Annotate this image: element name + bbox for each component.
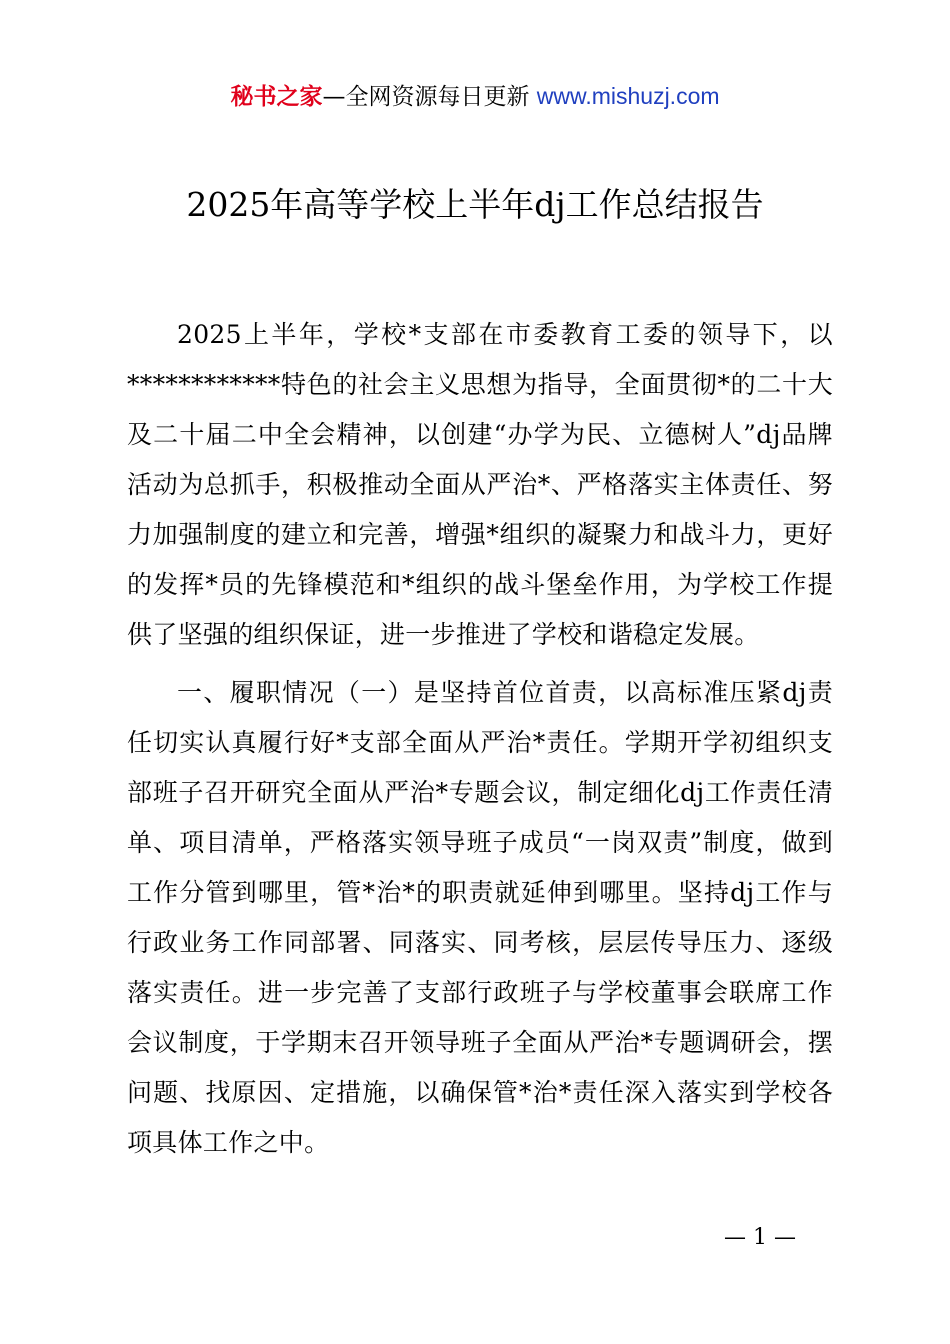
document-body — [127, 310, 833, 1176]
site-header — [0, 80, 950, 113]
intro-paragraph: 2025上半年，学校*支部在市委教育工委的领导下，以************特色的社会主义思想为指导，全面贯彻*的二十大及二十届二中全会精神，以创建“办学为民、立德树人”dj品牌活动为总抓手，积极推动全面从严治*、严格落实主体责任、努力加强制度的建立和完善，增强*组织的凝聚力和战斗力，更好的发挥*员的先锋模范和*组织的战斗堡垒作用，为学校工作提供了坚强的组织保证，进一步推进了学校和谐稳定发展。 — [127, 320, 833, 649]
brand-name: 秘书之家 — [230, 84, 323, 110]
site-url-link[interactable]: www.mishuzj.com — [536, 83, 720, 109]
document-title: 2025年高等学校上半年dj工作总结报告 — [186, 185, 764, 224]
section-one-paragraph: 一、履职情况（一）是坚持首位首责，以高标准压紧dj责任切实认真履行好*支部全面从严治*责任。学期开学初组织支部班子召开研究全面从严治*专题会议，制定细化dj工作责任清单、项目清单，严格落实领导班子成员“一岗双责”制度，做到工作分管到哪里，管*治*的职责就延伸到哪里。坚持dj工作与行政业务工作同部署、同落实、同考核，层层传导压力、逐级落实责任。进一步完善了支部行政班子与学校董事会联席工作会议制度，于学期末召开领导班子全面从严治*专题调研会，摆问题、找原因、定措施，以确保管*治*责任深入落实到学校各项具体工作之中。 — [127, 678, 833, 1157]
header-slogan: —全网资源每日更新 — [322, 84, 530, 110]
page-number: — 1 — — [724, 1225, 796, 1250]
